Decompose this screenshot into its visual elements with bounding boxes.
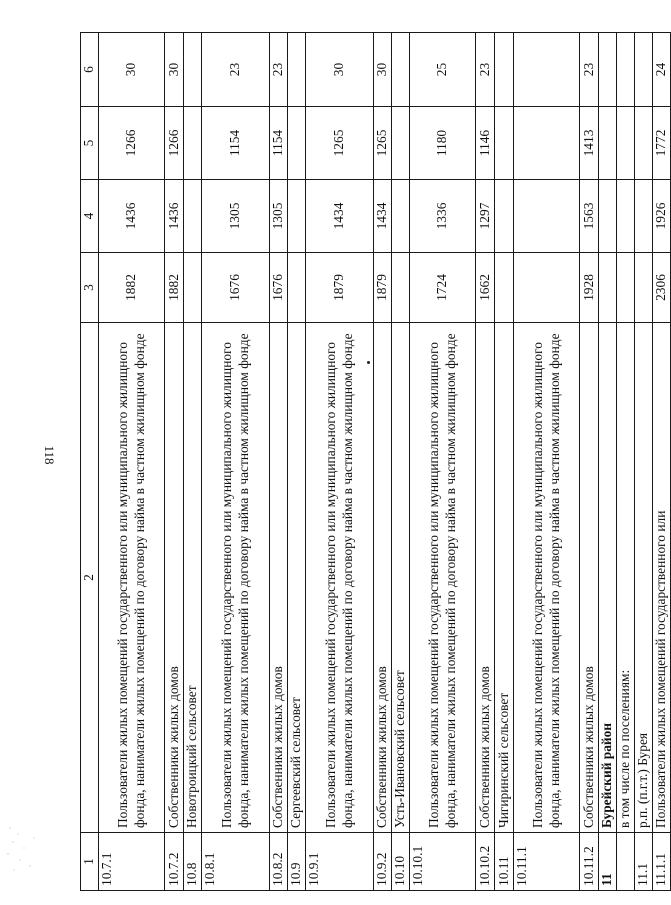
cell-col4: 1434 — [374, 180, 392, 253]
cell-col6: 24 — [653, 33, 671, 107]
cell-col6: 30 — [99, 33, 165, 107]
cell-col5 — [288, 107, 306, 180]
cell-col3 — [635, 253, 653, 323]
cell-col5 — [635, 107, 653, 180]
cell-col6 — [599, 33, 617, 107]
row-name: Пользователи жилых помещений государственного или муниципального жилищного фонда, наниматели жилых помещений по договору найма в частном жилищном фонде — [306, 323, 374, 833]
row-code: 10.10.1 — [410, 833, 476, 891]
cell-col4 — [617, 180, 635, 253]
tariff-table — [80, 32, 671, 891]
table-row — [202, 33, 270, 891]
cell-col5 — [184, 107, 202, 180]
page-number: 118 — [42, 445, 57, 465]
cell-col4 — [392, 180, 410, 253]
row-name: Сергеевский сельсовет — [288, 323, 306, 833]
cell-col3: 1724 — [410, 253, 476, 323]
row-name: Собственники жилых домов — [580, 323, 599, 833]
row-code: 11.1.1 — [653, 833, 671, 891]
row-name: Собственники жилых домов — [270, 323, 288, 833]
cell-col6: 30 — [165, 33, 184, 107]
cell-col6: 30 — [374, 33, 392, 107]
header-cell: 6 — [81, 33, 99, 107]
cell-col3: 1882 — [99, 253, 165, 323]
cell-col3 — [495, 253, 514, 323]
cell-col6: 30 — [306, 33, 374, 107]
cell-col3 — [288, 253, 306, 323]
cell-col6 — [635, 33, 653, 107]
cell-col5 — [617, 107, 635, 180]
cell-col6 — [514, 33, 580, 107]
row-code: 10.7.2 — [165, 833, 184, 891]
row-name: Пользователи жилых помещений государственного или муниципального жилищного фонда, наниматели жилых помещений по договору найма в частном жилищном фонде — [514, 323, 580, 833]
cell-col3 — [514, 253, 580, 323]
cell-col4: 1926 — [653, 180, 671, 253]
cell-col5: 1146 — [476, 107, 495, 180]
table-row — [514, 33, 580, 891]
scan-noise-mark — [4, 820, 44, 880]
table-row — [374, 33, 392, 891]
cell-col5: 1265 — [306, 107, 374, 180]
table-row — [495, 33, 514, 891]
row-name: Пользователи жилых помещений государственного или — [653, 323, 671, 833]
cell-col3: 1879 — [374, 253, 392, 323]
table-row — [306, 33, 374, 891]
header-cell: 3 — [81, 253, 99, 323]
cell-col4 — [599, 180, 617, 253]
header-row — [81, 33, 99, 891]
header-cell: 4 — [81, 180, 99, 253]
cell-col5: 1180 — [410, 107, 476, 180]
row-name: Чигиринский сельсовет — [495, 323, 514, 833]
table-row — [580, 33, 599, 891]
cell-col3: 1676 — [270, 253, 288, 323]
row-code: 10.9 — [288, 833, 306, 891]
row-code: 10.11.1 — [514, 833, 580, 891]
row-code: 10.11.2 — [580, 833, 599, 891]
cell-col3: 1879 — [306, 253, 374, 323]
rotated-page-content — [80, 33, 669, 891]
cell-col5: 1154 — [202, 107, 270, 180]
cell-col5: 1266 — [99, 107, 165, 180]
row-code: 11.1 — [635, 833, 653, 891]
row-code: 10.8.2 — [270, 833, 288, 891]
table-row — [288, 33, 306, 891]
row-name: Собственники жилых домов — [165, 323, 184, 833]
table-row — [270, 33, 288, 891]
cell-col6: 23 — [580, 33, 599, 107]
table-row — [410, 33, 476, 891]
cell-col4 — [288, 180, 306, 253]
cell-col6 — [617, 33, 635, 107]
table-row — [476, 33, 495, 891]
cell-col6 — [392, 33, 410, 107]
row-code: 10.7.1 — [99, 833, 165, 891]
row-code: 11 — [599, 833, 617, 891]
cell-col3: 2306 — [653, 253, 671, 323]
row-code: 10.9.2 — [374, 833, 392, 891]
cell-col5: 1265 — [374, 107, 392, 180]
row-name: р.п. (п.г.т.) Бурея — [635, 323, 653, 833]
table-row — [653, 33, 671, 891]
header-cell: 5 — [81, 107, 99, 180]
cell-col5 — [495, 107, 514, 180]
table-row — [392, 33, 410, 891]
row-name: Пользователи жилых помещений государственного или муниципального жилищного фонда, наниматели жилых помещений по договору найма в частном жилищном фонде — [410, 323, 476, 833]
cell-col6: 23 — [270, 33, 288, 107]
scan-speck — [367, 361, 370, 364]
table-row — [99, 33, 165, 891]
cell-col5: 1413 — [580, 107, 599, 180]
cell-col5: 1266 — [165, 107, 184, 180]
cell-col3 — [617, 253, 635, 323]
row-name: в том числе по поселениям: — [617, 323, 635, 833]
cell-col4 — [635, 180, 653, 253]
cell-col5: 1154 — [270, 107, 288, 180]
row-name: Бурейский район — [599, 323, 617, 833]
row-code: 10.9.1 — [306, 833, 374, 891]
row-code: 10.8 — [184, 833, 202, 891]
cell-col6: 25 — [410, 33, 476, 107]
header-cell: 1 — [81, 833, 99, 891]
cell-col5 — [392, 107, 410, 180]
row-name: Новотроицкий сельсовет — [184, 323, 202, 833]
table-row — [617, 33, 635, 891]
row-code: 10.11 — [495, 833, 514, 891]
row-name: Пользователи жилых помещений государственного или муниципального жилищного фонда, наниматели жилых помещений по договору найма в частном жилищном фонде — [202, 323, 270, 833]
table-row — [165, 33, 184, 891]
cell-col3: 1928 — [580, 253, 599, 323]
cell-col4 — [184, 180, 202, 253]
cell-col5 — [514, 107, 580, 180]
cell-col4: 1436 — [99, 180, 165, 253]
cell-col6: 23 — [202, 33, 270, 107]
row-code: 10.10 — [392, 833, 410, 891]
row-code: 10.8.1 — [202, 833, 270, 891]
cell-col4: 1336 — [410, 180, 476, 253]
cell-col3 — [392, 253, 410, 323]
table-row — [599, 33, 617, 891]
cell-col3: 1662 — [476, 253, 495, 323]
cell-col6: 23 — [476, 33, 495, 107]
row-code — [617, 833, 635, 891]
cell-col6 — [495, 33, 514, 107]
row-code: 10.10.2 — [476, 833, 495, 891]
cell-col4: 1297 — [476, 180, 495, 253]
header-cell: 2 — [81, 323, 99, 833]
cell-col6 — [288, 33, 306, 107]
cell-col4: 1434 — [306, 180, 374, 253]
cell-col3: 1676 — [202, 253, 270, 323]
table-row — [635, 33, 653, 891]
cell-col3 — [599, 253, 617, 323]
cell-col5: 1772 — [653, 107, 671, 180]
cell-col5 — [599, 107, 617, 180]
cell-col3: 1882 — [165, 253, 184, 323]
cell-col4: 1436 — [165, 180, 184, 253]
cell-col4 — [514, 180, 580, 253]
cell-col3 — [184, 253, 202, 323]
cell-col4: 1305 — [270, 180, 288, 253]
row-name: Усть-Ивановский сельсовет — [392, 323, 410, 833]
cell-col4 — [495, 180, 514, 253]
table-row — [184, 33, 202, 891]
cell-col4: 1305 — [202, 180, 270, 253]
cell-col4: 1563 — [580, 180, 599, 253]
row-name: Собственники жилых домов — [374, 323, 392, 833]
row-name: Пользователи жилых помещений государственного или муниципального жилищного фонда, наниматели жилых помещений по договору найма в частном жилищном фонде — [99, 323, 165, 833]
row-name: Собственники жилых домов — [476, 323, 495, 833]
cell-col6 — [184, 33, 202, 107]
